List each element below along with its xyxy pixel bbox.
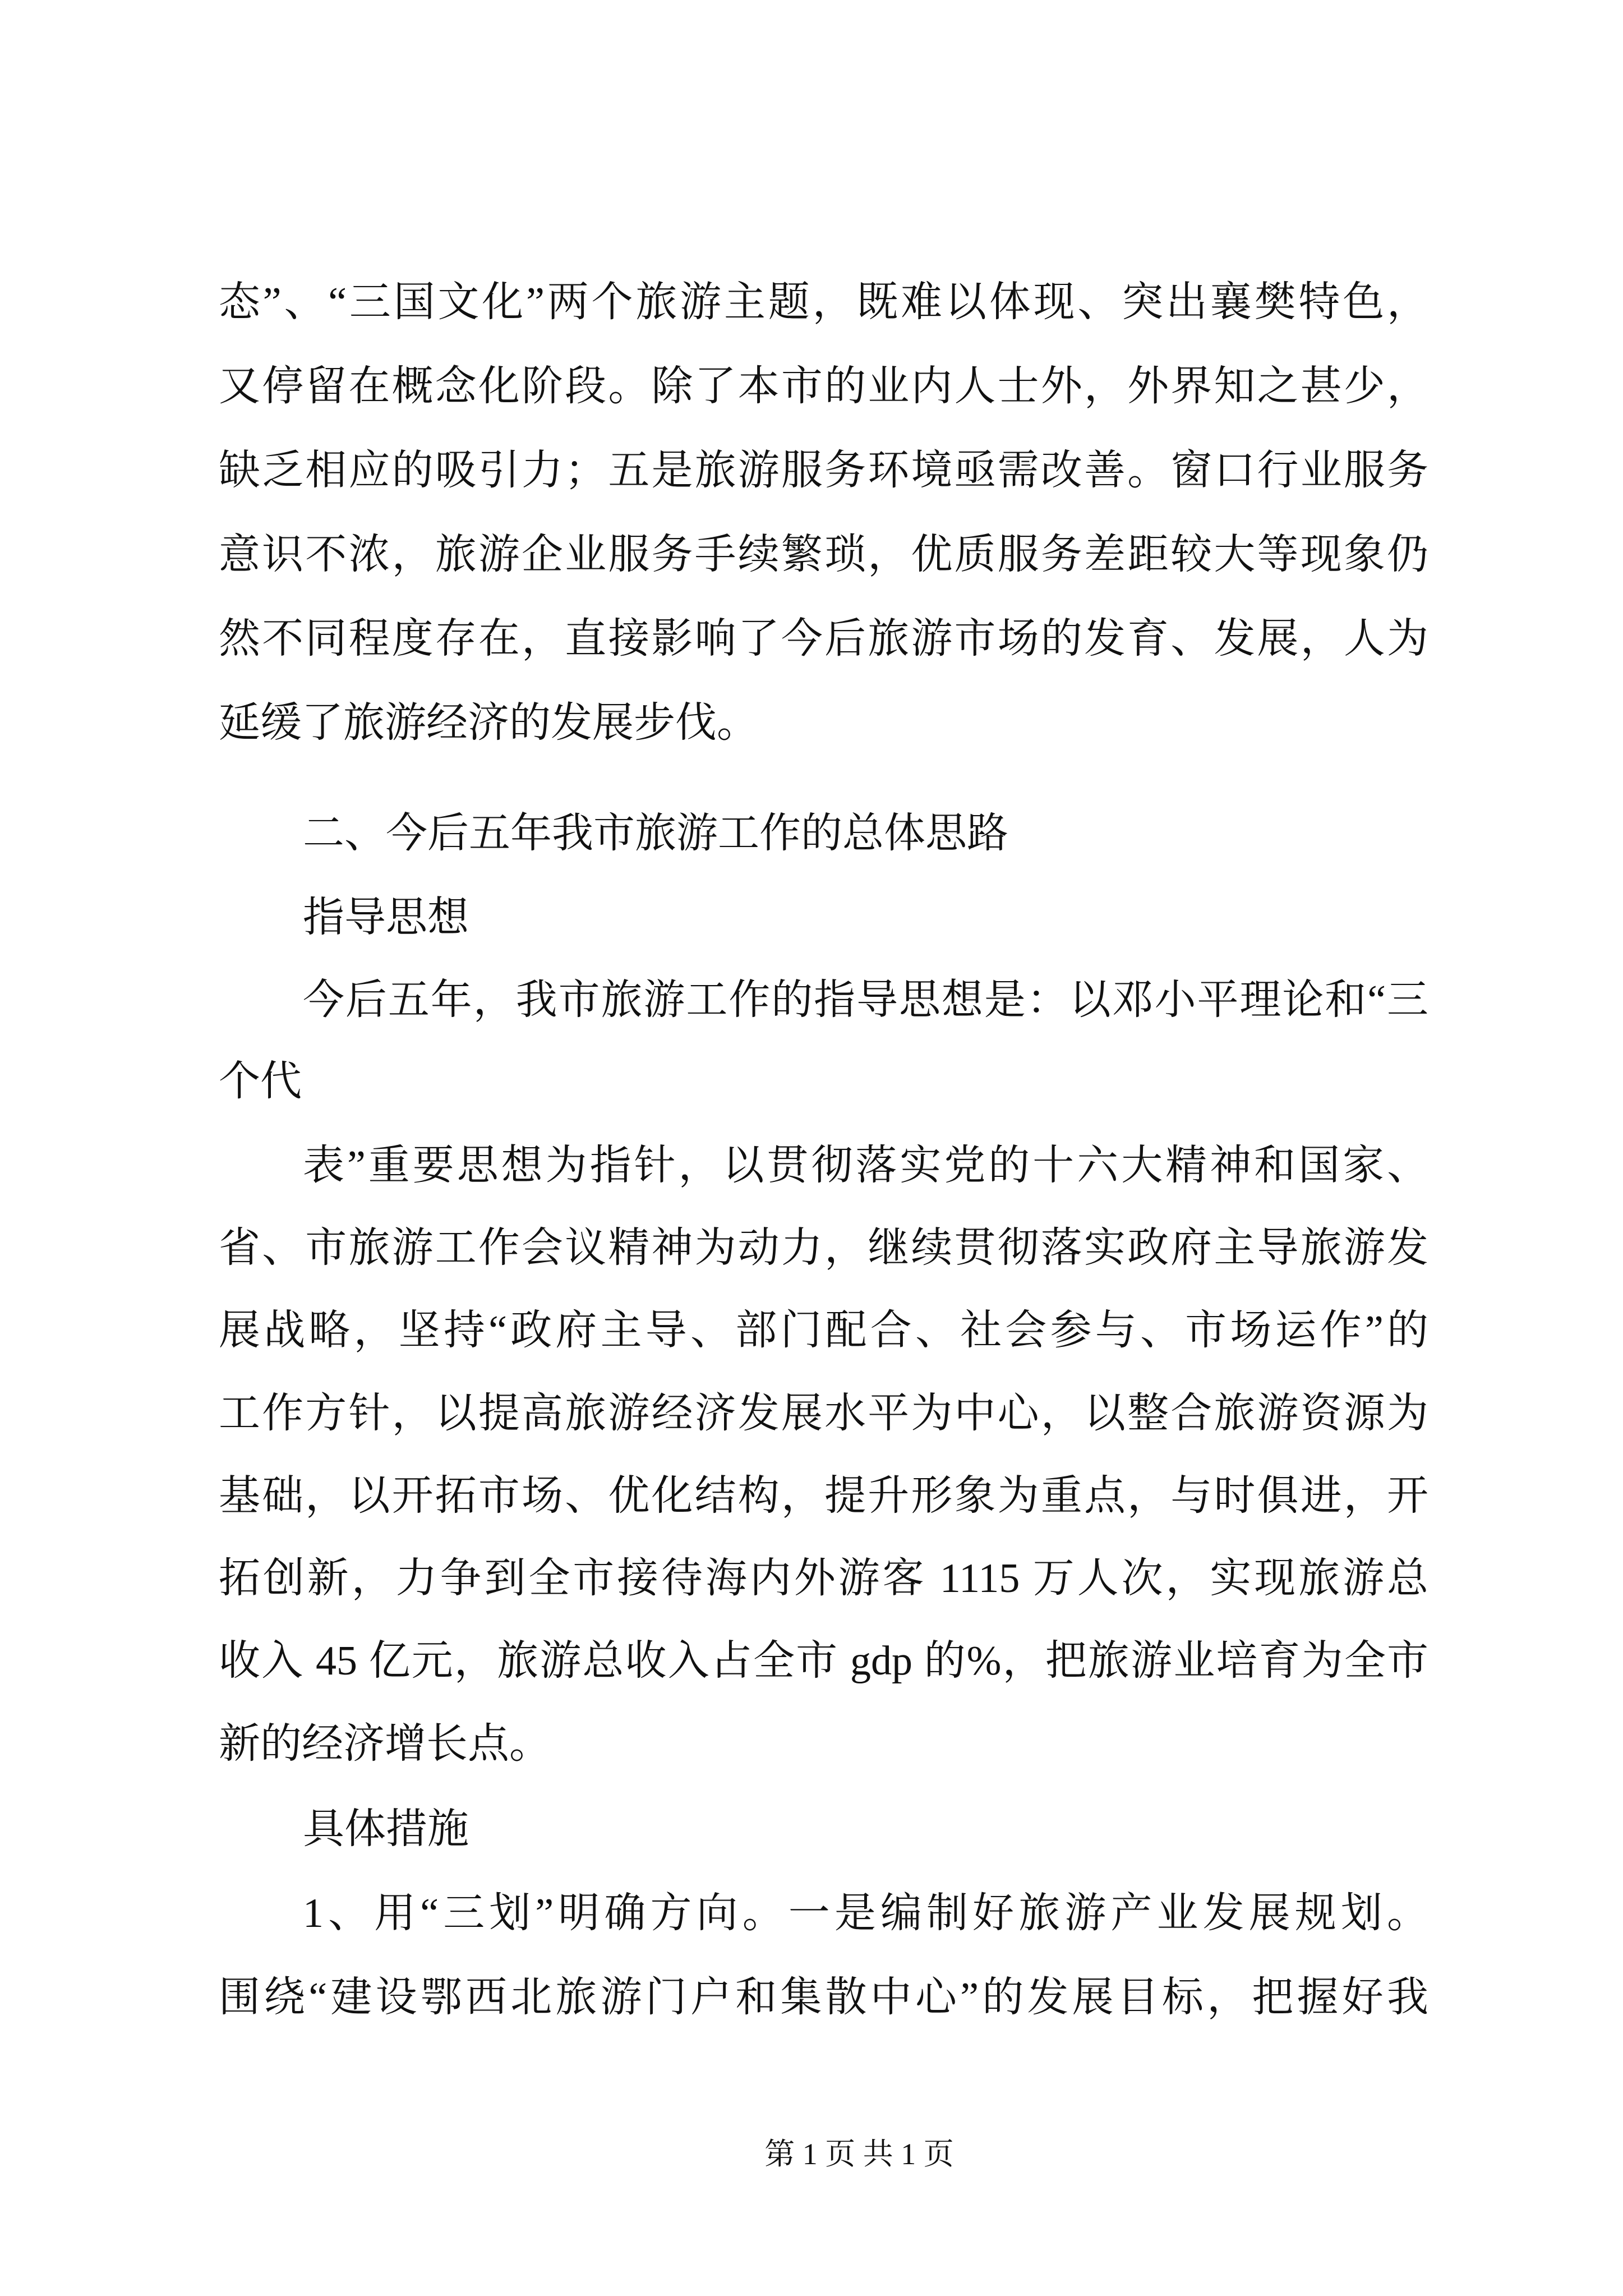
page-number-footer: 第 1 页 共 1 页 — [764, 2137, 954, 2171]
body-text-line: 表”重要思想为指针，以贯彻落实党的十六大精神和国家、 — [303, 1143, 1428, 1189]
body-text-line: 工作方针，以提高旅游经济发展水平为中心，以整合旅游资源为 — [219, 1391, 1428, 1437]
body-text-line: 意识不浓，旅游企业服务手续繁琐，优质服务差距较大等现象仍 — [219, 532, 1428, 578]
body-text-line: 缺乏相应的吸引力；五是旅游服务环境亟需改善。窗口行业服务 — [219, 448, 1428, 494]
subsection-heading: 具体措施 — [303, 1806, 469, 1852]
body-text-line: 收入 45 亿元，旅游总收入占全市 gdp 的%，把旅游业培育为全市 — [219, 1638, 1428, 1684]
body-text-line: 基础，以开拓市场、优化结构，提升形象为重点，与时俱进，开 — [219, 1473, 1428, 1519]
body-text-line: 新的经济增长点。 — [219, 1721, 551, 1767]
body-text-line: 1、用“三划”明确方向。一是编制好旅游产业发展规划。 — [303, 1890, 1428, 1936]
section-heading: 二、今后五年我市旅游工作的总体思路 — [303, 811, 1008, 857]
body-text-line: 然不同程度存在，直接影响了今后旅游市场的发育、发展，人为 — [219, 616, 1428, 662]
body-text-line: 态”、“三国文化”两个旅游主题，既难以体现、突出襄樊特色， — [219, 279, 1428, 325]
body-text-line: 展战略，坚持“政府主导、部门配合、社会参与、市场运作”的 — [219, 1308, 1428, 1354]
body-text-line: 省、市旅游工作会议精神为动力，继续贯彻落实政府主导旅游发 — [219, 1225, 1428, 1271]
body-text-line: 延缓了旅游经济的发展步伐。 — [219, 700, 758, 746]
body-text-line: 围绕“建设鄂西北旅游门户和集散中心”的发展目标，把握好我 — [219, 1975, 1428, 2021]
body-text-line: 个代 — [219, 1059, 302, 1105]
subsection-heading: 指导思想 — [303, 895, 469, 941]
body-text-line: 又停留在概念化阶段。除了本市的业内人士外，外界知之甚少， — [219, 364, 1428, 409]
body-text-line: 今后五年，我市旅游工作的指导思想是：以邓小平理论和“三 — [303, 977, 1428, 1023]
body-text-line: 拓创新，力争到全市接待海内外游客 1115 万人次，实现旅游总 — [219, 1556, 1428, 1602]
